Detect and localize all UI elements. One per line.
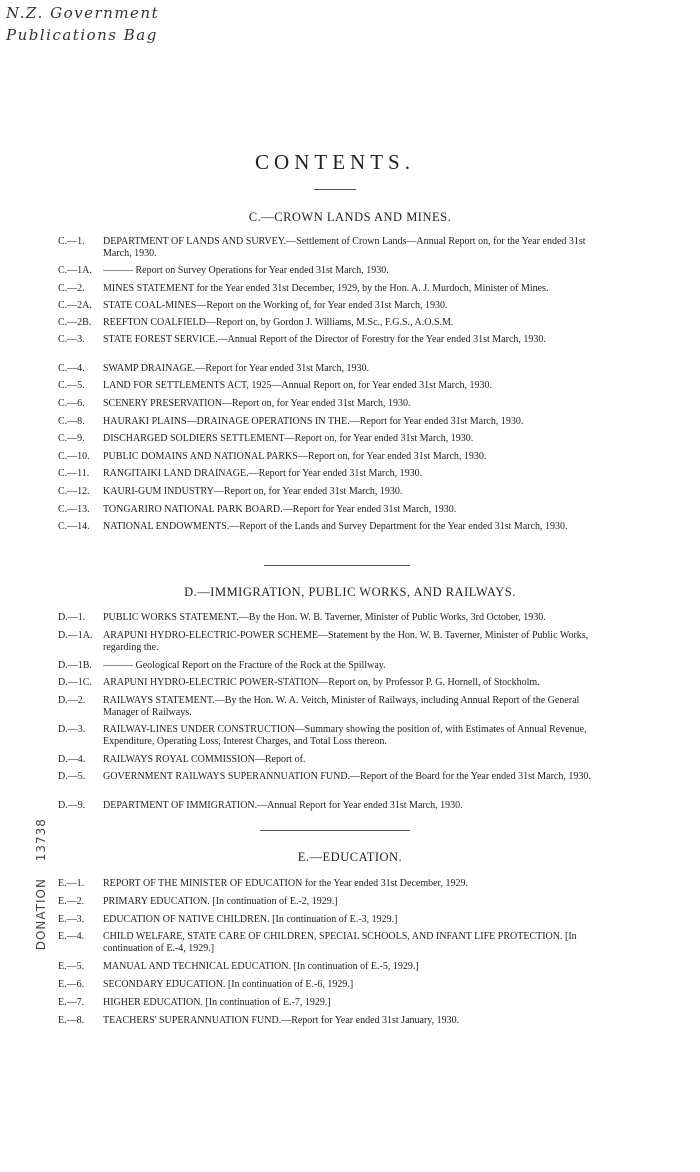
entry-text: GOVERNMENT RAILWAYS SUPERANNUATION FUND.—Report of the Board for the Year ended 31st March, 1930. <box>103 771 591 782</box>
entry-text: MINES STATEMENT for the Year ended 31st December, 1929, by the Hon. A. J. Murdoch, Minister of Mines. <box>103 283 549 294</box>
entry-text: DEPARTMENT OF LANDS AND SURVEY.—Settlement of Crown Lands—Annual Report on, for the Year ended 31st March, 1930. <box>103 236 586 259</box>
entry-text: EDUCATION OF NATIVE CHILDREN. [In continuation of E.-3, 1929.] <box>103 914 398 925</box>
entry-code: D.—1B. <box>58 660 92 671</box>
entry-code: C.—6. <box>58 398 85 409</box>
title-divider <box>314 189 356 190</box>
page-title: CONTENTS. <box>255 150 415 174</box>
entry-code: D.—4. <box>58 754 86 765</box>
entry-code: C.—13. <box>58 504 90 515</box>
entry-text: SWAMP DRAINAGE.—Report for Year ended 31st March, 1930. <box>103 363 369 374</box>
entry-code: E.—3. <box>58 914 85 925</box>
entry-code: C.—4. <box>58 363 85 374</box>
entry-code: C.—14. <box>58 521 90 532</box>
entry-code: C.—3. <box>58 334 85 345</box>
entry-code: E.—2. <box>58 896 85 907</box>
entry-code: C.—2A. <box>58 300 92 311</box>
entry-text: HIGHER EDUCATION. [In continuation of E.-7, 1929.] <box>103 997 331 1008</box>
entry-text: DEPARTMENT OF IMMIGRATION.—Annual Report for Year ended 31st March, 1930. <box>103 800 463 811</box>
entry-text: RANGITAIKI LAND DRAINAGE.—Report for Year ended 31st March, 1930. <box>103 468 423 479</box>
donation-stamp-label: DONATION <box>34 878 48 951</box>
entry-text: PRIMARY EDUCATION. [In continuation of E.-2, 1929.] <box>103 896 338 907</box>
entry-text: PUBLIC DOMAINS AND NATIONAL PARKS—Report on, for Year ended 31st March, 1930. <box>103 451 487 462</box>
entry-code: D.—1. <box>58 612 86 623</box>
entry-code: C.—9. <box>58 433 85 444</box>
entry-text: CHILD WELFARE, STATE CARE OF CHILDREN, SPECIAL SCHOOLS, AND INFANT LIFE PROTECTION. [In continuation of E.-4, 1929.] <box>103 931 577 954</box>
entry-text: MANUAL AND TECHNICAL EDUCATION. [In continuation of E.-5, 1929.] <box>103 961 419 972</box>
entry-code: C.—12. <box>58 486 90 497</box>
entry-code: C.—10. <box>58 451 90 462</box>
entry-text: RAILWAYS STATEMENT.—By the Hon. W. A. Veitch, Minister of Railways, including Annual Report of the General Manager of Railways. <box>103 695 580 718</box>
section-title-d: D.—IMMIGRATION, PUBLIC WORKS, AND RAILWAYS. <box>184 585 516 599</box>
entry-text: HAURAKI PLAINS—DRAINAGE OPERATIONS IN THE.—Report for Year ended 31st March, 1930. <box>103 416 524 427</box>
donation-stamp <box>34 818 48 950</box>
entry-code: D.—1C. <box>58 677 92 688</box>
entry-text: TONGARIRO NATIONAL PARK BOARD.—Report for Year ended 31st March, 1930. <box>103 504 457 515</box>
entry-code: D.—1A. <box>58 630 93 641</box>
entry-text: ——— Report on Survey Operations for Year ended 31st March, 1930. <box>103 265 389 276</box>
handwritten-note-line-1: N.Z. Government <box>6 4 160 22</box>
entry-text: ——— Geological Report on the Fracture of the Rock at the Spillway. <box>103 660 386 671</box>
entry-text: REPORT OF THE MINISTER OF EDUCATION for the Year ended 31st December, 1929. <box>103 878 468 889</box>
entry-code: C.—2. <box>58 283 85 294</box>
entry-text: RAILWAYS ROYAL COMMISSION—Report of. <box>103 754 306 765</box>
entry-text: SECONDARY EDUCATION. [In continuation of E.-6, 1929.] <box>103 979 354 990</box>
entry-text: SCENERY PRESERVATION—Report on, for Year ended 31st March, 1930. <box>103 398 411 409</box>
entry-text: STATE FOREST SERVICE.—Annual Report of the Director of Forestry for the Year ended 31st March, 1930. <box>103 334 546 345</box>
entry-text: KAURI-GUM INDUSTRY—Report on, for Year ended 31st March, 1930. <box>103 486 403 497</box>
section-title-e: E.—EDUCATION. <box>297 850 403 864</box>
entry-code: E.—5. <box>58 961 85 972</box>
entry-code: E.—7. <box>58 997 85 1008</box>
section-divider <box>264 565 410 566</box>
section-divider <box>260 830 410 831</box>
entry-text: DISCHARGED SOLDIERS SETTLEMENT—Report on, for Year ended 31st March, 1930. <box>103 433 474 444</box>
entry-code: C.—1. <box>58 236 85 247</box>
entry-code: D.—3. <box>58 724 86 735</box>
entry-code: C.—11. <box>58 468 90 479</box>
entry-code: C.—5. <box>58 380 85 391</box>
entry-code: C.—1A. <box>58 265 92 276</box>
entry-text: RAILWAY-LINES UNDER CONSTRUCTION—Summary showing the position of, with Estimates of Annual Revenue, Expenditure, Operating Loss, Interest Charges, and Total Loss thereon. <box>103 724 587 747</box>
entry-code: D.—9. <box>58 800 86 811</box>
entry-text: STATE COAL-MINES—Report on the Working of, for Year ended 31st March, 1930. <box>103 300 448 311</box>
entry-code: E.—4. <box>58 931 85 942</box>
entry-code: E.—8. <box>58 1015 85 1026</box>
entry-text: PUBLIC WORKS STATEMENT.—By the Hon. W. B. Taverner, Minister of Public Works, 3rd October, 1930. <box>103 612 546 623</box>
handwritten-note-line-2: Publications Bag <box>6 26 158 44</box>
entry-text: ARAPUNI HYDRO-ELECTRIC-POWER SCHEME—Statement by the Hon. W. B. Taverner, Minister of Public Works, regarding the. <box>103 630 589 653</box>
entry-text: ARAPUNI HYDRO-ELECTRIC POWER-STATION—Report on, by Professor P. G. Hornell, of Stockholm. <box>103 677 540 688</box>
entry-code: E.—6. <box>58 979 85 990</box>
entry-text: TEACHERS' SUPERANNUATION FUND.—Report for Year ended 31st January, 1930. <box>103 1015 460 1026</box>
entry-code: D.—5. <box>58 771 86 782</box>
entry-text: NATIONAL ENDOWMENTS.—Report of the Lands and Survey Department for the Year ended 31st March, 1930. <box>103 521 568 532</box>
section-title-c: C.—CROWN LANDS AND MINES. <box>248 210 452 224</box>
entry-code: C.—2B. <box>58 317 92 328</box>
entry-code: D.—2. <box>58 695 86 706</box>
donation-stamp-number: 13738 <box>34 818 48 862</box>
entry-code: C.—8. <box>58 416 85 427</box>
entry-code: E.—1. <box>58 878 85 889</box>
entry-text: LAND FOR SETTLEMENTS ACT, 1925—Annual Report on, for Year ended 31st March, 1930. <box>103 380 492 391</box>
entry-text: REEFTON COALFIELD—Report on, by Gordon J. Williams, M.Sc., F.G.S., A.O.S.M. <box>103 317 454 328</box>
